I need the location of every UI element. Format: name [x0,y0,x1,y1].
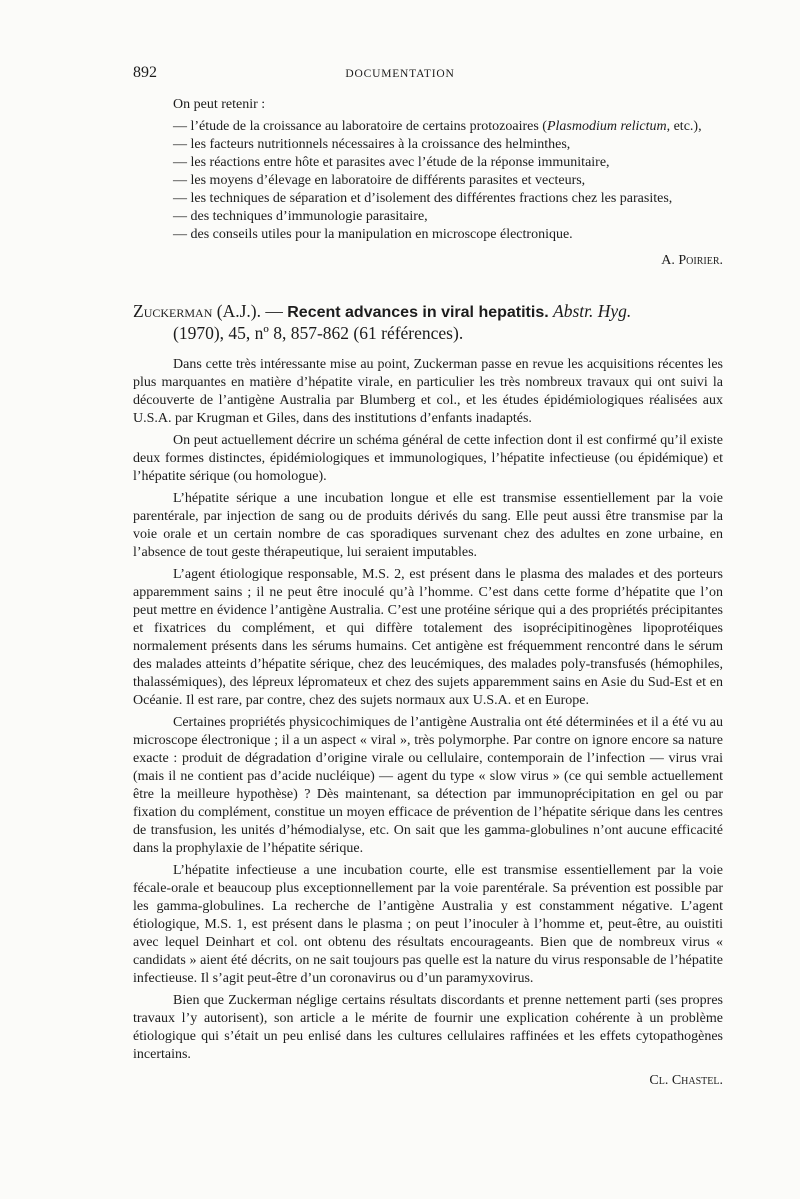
review-body [133,356,723,1090]
paragraph: L’agent étiologique responsable, M.S. 2, est présent dans le plasma des malades et des porteurs apparemment sains ; il ne peut être inoculé qu’à l’homme. C’est dans cette forme d’hépatite que l’on peut mettre en évidence l’antigène Australia. C’est une protéine sérique qui a des propriétés précipitantes et fixatrices du complément, et qui diffère totalement des isoprécipitinogènes lipoprotéiques normalement présents dans les sérums humains. Cet antigène est fréquemment rencontré dans le sérum des malades atteints d’hépatite sérique, chez des leucémiques, des malades poly-transfusés (hémophiles, thalassémiques), des lépreux lépromateux et chez des sujets apparemment sains en Asie du Sud-Est et en Océanie. Il est rare, par contre, chez des sujets normaux aux U.S.A. et en Europe. [133,567,723,708]
signature-poirier: A. Poirier. [661,253,723,268]
paragraph: L’hépatite infectieuse a une incubation courte, elle est transmise essentiellement par la voie fécale-orale et beaucoup plus exceptionnellement par la voie parentérale. Sa prévention est possible par les gamma-globulines. La recherche de l’antigène Australia y est constamment négative. L’agent étiologique, M.S. 1, est présent dans le plasma ; on peut l’inoculer à l’homme et, peut-être, au ouistiti avec lequel Deinhart et col. ont obtenu des résultats encourageants. Bien que de nombreux virus « candidats » aient été décrits, on ne sait toujours pas quelle est la nature du virus responsable de l’hépatite infectieuse. Il s’agit peut-être d’un coronavirus ou d’un paramyxovirus. [133,863,723,986]
list-item: — des conseils utiles pour la manipulation en microscope électronique. [173,227,573,242]
list-item: — les moyens d’élevage en laboratoire de différents parasites et vecteurs, [173,173,586,188]
list-item: — des techniques d’immunologie parasitaire, [173,209,428,224]
article-heading [133,301,733,344]
list-item: — les techniques de séparation et d’isolement des différentes fractions chez les parasites, [173,191,673,206]
topics-list [133,118,723,244]
running-head: DOCUMENTATION [345,68,455,80]
previous-review [133,96,723,270]
list-intro: On peut retenir : [173,97,266,112]
paragraph: Bien que Zuckerman néglige certains résultats discordants et prenne nettement parti (ses propres travaux l’y autorisent), son article a le mérite de fournir une explication cohérente à un problème étiologique qui s’était un peu enlisé dans les cultures cellulaires raffinées et les effets cytopathogènes incertains. [133,993,723,1062]
paragraph: L’hépatite sérique a une incubation longue et elle est transmise essentiellement par la voie parentérale, par injection de sang ou de produits dérivés du sang. Elle peut aussi être transmise par la voie orale et un certain nombre de cas sporadiques survenant chez des adultes en zone urbaine, en l’absence de tout geste thérapeutique, lui seraient imputables. [133,491,723,560]
article-author-initials: (A.J.). — [212,301,288,321]
article-author: Zuckerman [133,301,213,321]
list-item: — les facteurs nutritionnels nécessaires à la croissance des helminthes, [173,137,571,152]
paragraph: On peut actuellement décrire un schéma général de cette infection dont il est confirmé qu’il existe deux formes distinctes, épidémiologiques et immunologiques, l’hépatite infectieuse (ou épidémique) et l’hépatite sérique (ou homologue). [133,433,723,484]
paragraph: Certaines propriétés physicochimiques de l’antigène Australia ont été déterminées et il a été vu au microscope électronique ; il a un aspect « viral », très polymorphe. Par contre on ignore encore sa nature exacte : produit de dégradation d’origine virale ou cellulaire, contemporain de l’infection — virus vrai (mais il ne contient pas d’acide nucléique) — agent du type « slow virus » (ce qui semble actuellement être la meilleure hypothèse) ? Dès maintenant, sa détection par immunoprécipitation en gel ou par fixation du complément, constitue un moyen efficace de prévention de l’hépatite sérique dans les centres de transfusion, les unités d’hémodialyse, etc. On sait que les gamma-globulines n’ont aucune efficacité dans la prophylaxie de l’hépatite sérique. [133,715,723,856]
page-number: 892 [133,64,157,81]
paragraph: Dans cette très intéressante mise au point, Zuckerman passe en revue les acquisitions récentes les plus marquantes en matière d’hépatite virale, en particulier les très nombreux travaux qui ont suivi la découverte de l’antigène Australia par Blumberg et col., et les études épidémiologiques réalisées aux U.S.A. par Krugman et Giles, dans des institutions d’enfants inadaptés. [133,357,723,426]
journal-name: Abstr. Hyg. [553,301,632,321]
list-item: — l’étude de la croissance au laboratoire de certains protozoaires (Plasmodium relictum, etc.), [173,119,702,134]
signature-chastel: Cl. Chastel. [649,1073,723,1088]
citation: (1970), 45, nº 8, 857-862 (61 références). [173,323,464,343]
list-item: — les réactions entre hôte et parasites avec l’étude de la réponse immunitaire, [173,155,610,170]
article-title: Recent advances in viral hepatitis. [287,304,549,321]
